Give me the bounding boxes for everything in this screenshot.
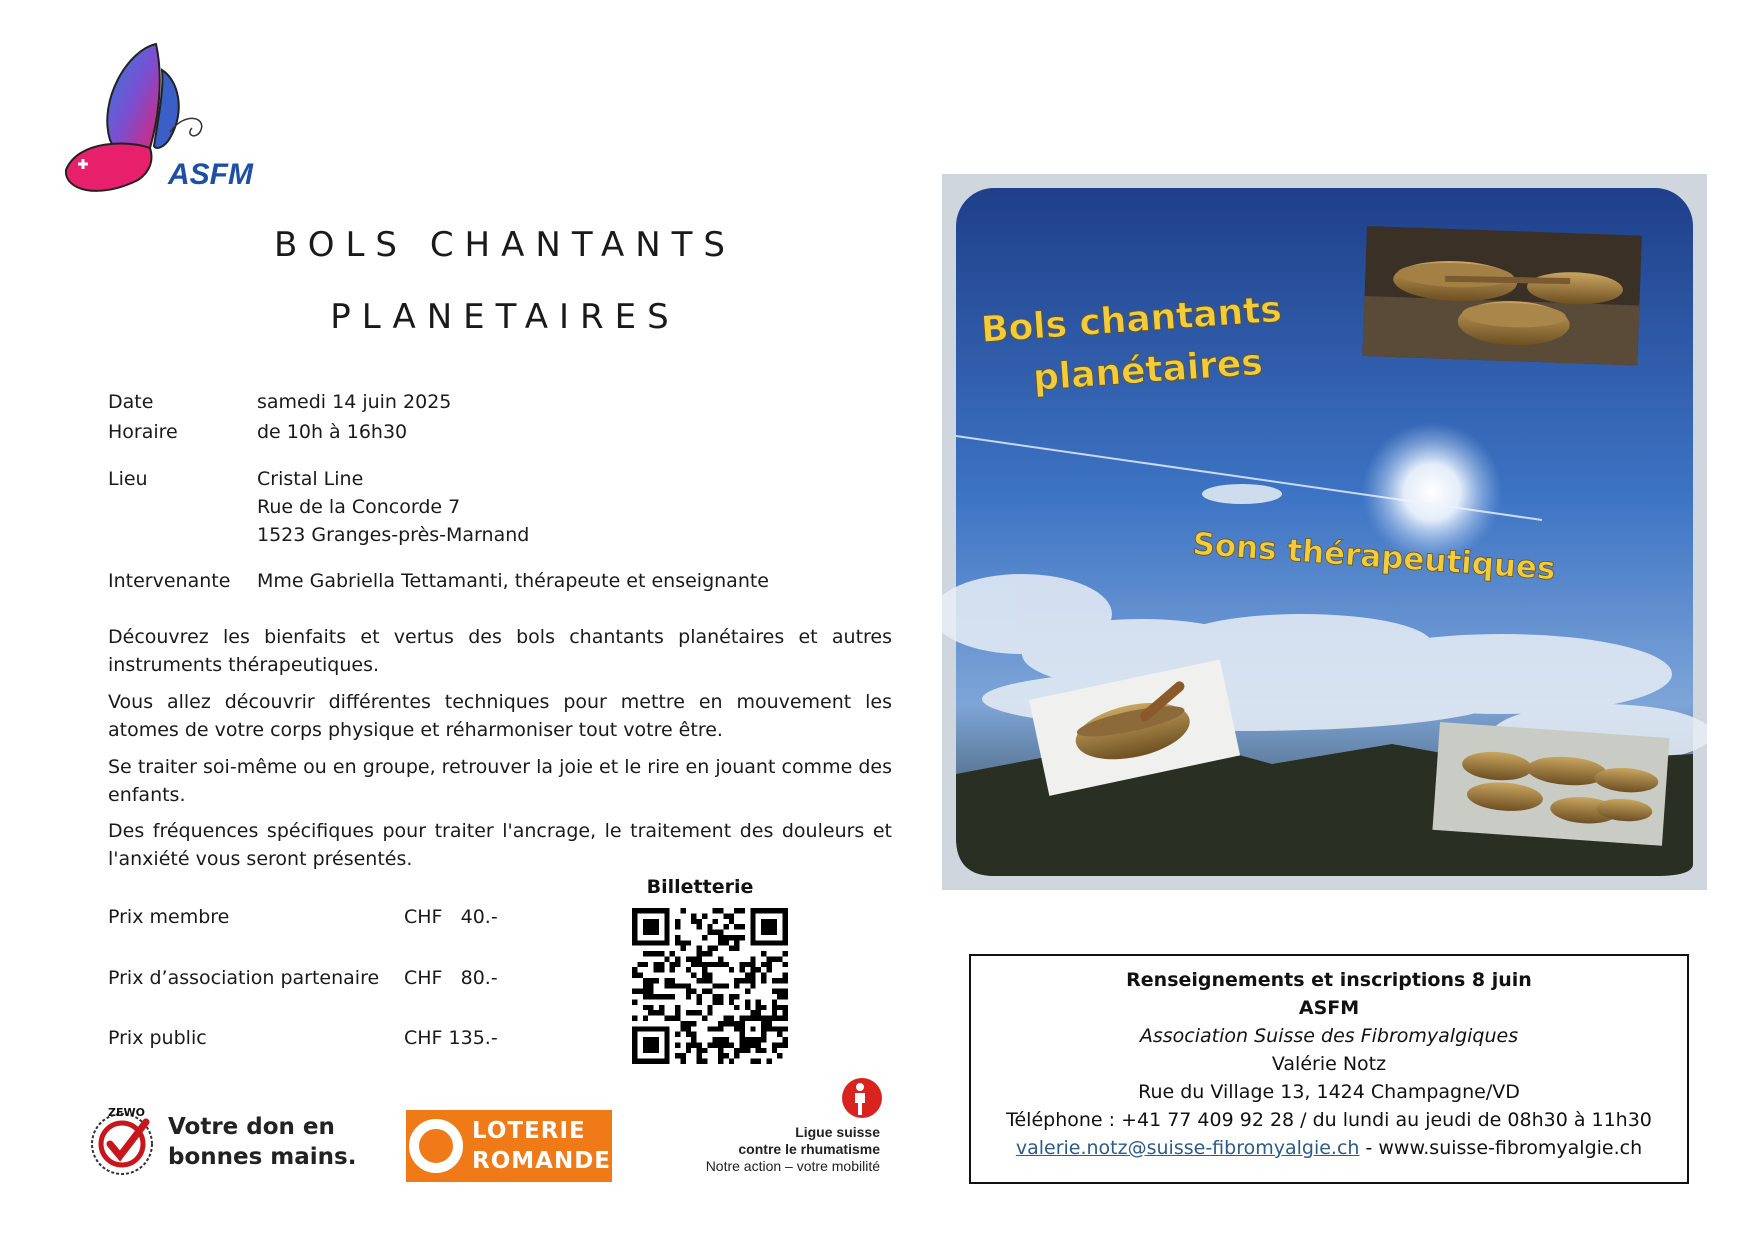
billetterie-label: Billetterie [646,876,754,898]
ligue-line3: Notre action – votre mobilité [705,1158,880,1174]
place-line3: 1523 Granges-près-Marnand [257,524,530,546]
time-label: Horaire [108,421,178,443]
info-org-full: Association Suisse des Fibromyalgiques [1139,1025,1519,1047]
zewo-seal [86,1102,356,1182]
loterie-romande-logo [406,1110,612,1182]
speaker-label: Intervenante [108,570,231,592]
price-member-label: Prix membre [108,906,230,928]
logo-text: ASFM [168,158,253,191]
zewo-line2: bonnes mains. [168,1144,357,1170]
ligue-rhumatisme-logo [690,1076,890,1186]
description-paragraph-3: Se traiter soi-même ou en groupe, retrouver la joie et le rire en jouant comme des enfants. [108,756,892,806]
email-link[interactable]: valerie.notz@suisse-fibromyalgie.ch [1015,1137,1360,1159]
info-links [971,1134,1687,1162]
date-value: samedi 14 juin 2025 [257,391,452,413]
website-link[interactable]: www.suisse-fibromyalgie.ch [1378,1137,1643,1159]
place-line2: Rue de la Concorde 7 [257,496,461,518]
price-member-value: CHF 40.- [404,906,498,928]
ligue-figure-icon [840,1076,884,1120]
description-paragraph-2: Vous allez découvrir différentes techniques pour mettre en mouvement les atomes de votre corps physique et réharmoniser tout votre être. [108,691,892,741]
info-org: ASFM [1298,997,1360,1019]
loterie-ring-icon [406,1110,466,1182]
poster-title-line1: Bols chantants [979,289,1284,351]
event-title-line1: BOLS CHANTANTS [274,225,736,265]
event-poster [942,174,1707,890]
info-address: Rue du Village 13, 1424 Champagne/VD [1138,1081,1520,1103]
info-separator: - [1359,1137,1379,1159]
price-partner-value: CHF 80.- [404,967,498,989]
price-public-value: CHF 135.- [404,1027,498,1049]
event-title-line2: PLANETAIRES [330,297,680,337]
date-label: Date [108,391,154,413]
billetterie-qr-code[interactable] [632,908,788,1064]
ligue-line2: contre le rhumatisme [738,1141,880,1157]
price-public-label: Prix public [108,1027,207,1049]
registration-info-box [969,954,1689,1184]
poster-title-line2: planétaires [1031,342,1264,399]
place-label: Lieu [108,468,148,490]
info-phone: Téléphone : +41 77 409 92 28 / du lundi au jeudi de 08h30 à 11h30 [1006,1109,1652,1131]
place-line1: Cristal Line [257,468,364,490]
price-partner-label: Prix d’association partenaire [108,967,380,989]
zewo-line1: Votre don en [168,1114,335,1140]
info-heading: Renseignements et inscriptions 8 juin [1126,969,1532,991]
zewo-badge-text: ZEWO [108,1106,145,1119]
description-paragraph-1: Découvrez les bienfaits et vertus des bols chantants planétaires et autres instruments thérapeutiques. [108,626,892,676]
zewo-check-icon [86,1102,158,1182]
description-paragraph-4: Des fréquences spécifiques pour traiter l'ancrage, le traitement des douleurs et l'anxiété vous seront présentés. [108,820,892,870]
loterie-line2: ROMANDE [472,1148,612,1174]
asfm-logo [58,40,258,210]
loterie-line1: LOTERIE [472,1118,586,1144]
time-value: de 10h à 16h30 [257,421,408,443]
poster-subtitle: Sons thérapeutiques [1191,526,1557,588]
ligue-line1: Ligue suisse [795,1124,880,1140]
speaker-value: Mme Gabriella Tettamanti, thérapeute et enseignante [257,570,769,592]
info-contact: Valérie Notz [1271,1053,1387,1075]
